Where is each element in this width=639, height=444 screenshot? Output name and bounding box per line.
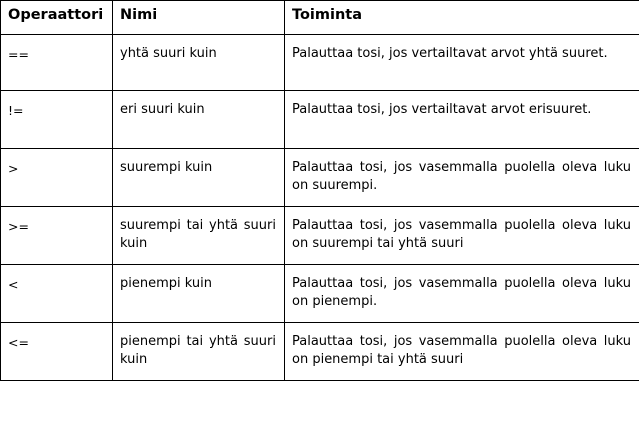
- cell-name: pienempi kuin: [113, 265, 285, 323]
- column-header-operator: Operaattori: [1, 1, 113, 35]
- column-header-action: Toiminta: [285, 1, 639, 35]
- cell-operator: >: [1, 149, 113, 207]
- cell-name: suurempi tai yhtä suuri kuin: [113, 207, 285, 265]
- cell-operator: <: [1, 265, 113, 323]
- cell-name: suurempi kuin: [113, 149, 285, 207]
- cell-action: Palauttaa tosi, jos vasemmalla puolella oleva luku on pienempi tai yhtä suuri: [285, 323, 639, 381]
- column-header-name: Nimi: [113, 1, 285, 35]
- cell-name: eri suuri kuin: [113, 91, 285, 149]
- table-body: [1, 35, 639, 381]
- table-row: [1, 35, 639, 91]
- cell-action: Palauttaa tosi, jos vertailtavat arvot erisuuret.: [285, 91, 639, 149]
- cell-action: Palauttaa tosi, jos vasemmalla puolella oleva luku on suurempi tai yhtä suuri: [285, 207, 639, 265]
- table-row: [1, 265, 639, 323]
- table-row: [1, 149, 639, 207]
- cell-name: yhtä suuri kuin: [113, 35, 285, 91]
- table-row: [1, 323, 639, 381]
- table-header: [1, 1, 639, 35]
- table-header-row: [1, 1, 639, 35]
- cell-operator: ==: [1, 35, 113, 91]
- table-row: [1, 207, 639, 265]
- cell-operator: !=: [1, 91, 113, 149]
- cell-name: pienempi tai yhtä suuri kuin: [113, 323, 285, 381]
- cell-action: Palauttaa tosi, jos vasemmalla puolella oleva luku on suurempi.: [285, 149, 639, 207]
- cell-operator: <=: [1, 323, 113, 381]
- cell-action: Palauttaa tosi, jos vertailtavat arvot yhtä suuret.: [285, 35, 639, 91]
- cell-operator: >=: [1, 207, 113, 265]
- table-row: [1, 91, 639, 149]
- cell-action: Palauttaa tosi, jos vasemmalla puolella oleva luku on pienempi.: [285, 265, 639, 323]
